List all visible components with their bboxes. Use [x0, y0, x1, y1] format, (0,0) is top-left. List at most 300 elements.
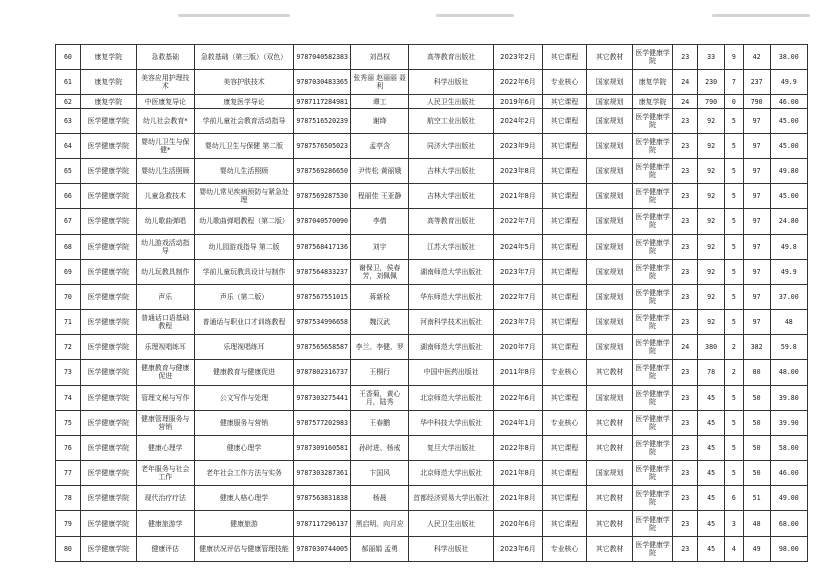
textbook-level-cell: 国家规划	[587, 184, 633, 209]
count-col1-cell: 23	[673, 108, 698, 133]
row-number-cell: 77	[56, 461, 81, 486]
author-cell: 张秀丽 赵丽丽 聂利	[351, 70, 409, 95]
isbn-cell: 9787567551015	[294, 284, 351, 309]
course-type-cell: 其它课程	[542, 209, 587, 234]
table-row	[56, 310, 808, 335]
college-cell: 医学健康学院	[80, 360, 136, 385]
price-cell: 58.00	[770, 435, 807, 460]
course-type-cell: 专业核心	[542, 536, 587, 561]
price-cell: 45.00	[770, 108, 807, 133]
row-number-cell: 63	[56, 108, 81, 133]
table-row	[56, 360, 808, 385]
publisher-cell: 复旦大学出版社	[409, 435, 494, 460]
count-col3-cell: 5	[725, 310, 744, 335]
count-col3-cell: 5	[725, 410, 744, 435]
price-cell: 37.00	[770, 284, 807, 309]
row-number-cell: 68	[56, 234, 81, 259]
publish-date-cell: 2023年2月	[494, 45, 543, 70]
publish-date-cell: 2021年8月	[494, 461, 543, 486]
author-cell: 王桐行	[351, 360, 409, 385]
price-cell: 24.80	[770, 209, 807, 234]
publisher-cell: 同济大学出版社	[409, 133, 494, 158]
isbn-cell: 9787576505023	[294, 133, 351, 158]
price-cell: 49.00	[770, 486, 807, 511]
publish-date-cell: 2023年7月	[494, 310, 543, 335]
row-number-cell: 74	[56, 385, 81, 410]
count-col1-cell: 23	[673, 310, 698, 335]
using-college-cell: 医学健康学院	[632, 385, 672, 410]
count-col2-cell: 45	[698, 410, 725, 435]
count-col3-cell: 5	[725, 159, 744, 184]
count-col4-cell: 97	[743, 108, 770, 133]
textbook-title-cell: 美容护肤技术	[194, 70, 293, 95]
table-row	[56, 209, 808, 234]
college-cell: 医学健康学院	[80, 310, 136, 335]
price-cell: 68.00	[770, 511, 807, 536]
course-name-cell: 幼儿歌曲弹唱	[136, 209, 194, 234]
course-name-cell: 幼儿社会教育*	[136, 108, 194, 133]
college-cell: 医学健康学院	[80, 133, 136, 158]
count-col1-cell: 23	[673, 259, 698, 284]
isbn-cell: 9787040582383	[294, 45, 351, 70]
using-college-cell: 医学健康学院	[632, 284, 672, 309]
textbook-title-cell: 婴幼儿卫生与保健 第二版	[194, 133, 293, 158]
count-col4-cell: 97	[743, 259, 770, 284]
isbn-cell: 9787040570090	[294, 209, 351, 234]
count-col1-cell: 23	[673, 209, 698, 234]
course-name-cell: 幼儿玩教具制作	[136, 259, 194, 284]
count-col4-cell: 97	[743, 133, 770, 158]
publish-date-cell: 2024年5月	[494, 234, 543, 259]
price-cell: 46.00	[770, 95, 807, 108]
textbook-title-cell: 健康旅游	[194, 511, 293, 536]
publish-date-cell: 2021年8月	[494, 184, 543, 209]
count-col1-cell: 23	[673, 410, 698, 435]
textbook-level-cell: 国家规划	[587, 70, 633, 95]
price-cell: 39.90	[770, 410, 807, 435]
course-type-cell: 其它课程	[542, 184, 587, 209]
table-row	[56, 70, 808, 95]
publisher-cell: 北京师范大学出版社	[409, 461, 494, 486]
count-col4-cell: 97	[743, 234, 770, 259]
count-col1-cell: 23	[673, 536, 698, 561]
count-col3-cell: 5	[725, 133, 744, 158]
table-row	[56, 284, 808, 309]
college-cell: 医学健康学院	[80, 259, 136, 284]
author-cell: 谭工	[351, 95, 409, 108]
course-name-cell: 健康教育与健康促进	[136, 360, 194, 385]
table-row	[56, 511, 808, 536]
textbook-level-cell: 其它教材	[587, 435, 633, 460]
count-col4-cell: 42	[743, 45, 770, 70]
college-cell: 医学健康学院	[80, 284, 136, 309]
publisher-cell: 江苏大学出版社	[409, 234, 494, 259]
textbook-level-cell: 国家规划	[587, 284, 633, 309]
isbn-cell: 9787534996658	[294, 310, 351, 335]
publish-date-cell: 2022年6月	[494, 385, 543, 410]
count-col3-cell: 5	[725, 234, 744, 259]
college-cell: 医学健康学院	[80, 209, 136, 234]
course-type-cell: 专业核心	[542, 70, 587, 95]
textbook-title-cell: 急救基础（第三版）（双色）	[194, 45, 293, 70]
table-row	[56, 486, 808, 511]
price-cell: 45.00	[770, 184, 807, 209]
count-col1-cell: 23	[673, 461, 698, 486]
count-col2-cell: 92	[698, 259, 725, 284]
college-cell: 医学健康学院	[80, 335, 136, 360]
textbook-title-cell: 婴幼儿常见疾病预防与紧急处理	[194, 184, 293, 209]
count-col2-cell: 380	[698, 335, 725, 360]
price-cell: 48.00	[770, 360, 807, 385]
textbook-title-cell: 幼儿园游戏指导 第二版	[194, 234, 293, 259]
price-cell: 39.80	[770, 385, 807, 410]
textbook-title-cell: 健康人格心理学	[194, 486, 293, 511]
isbn-cell: 9787577202983	[294, 410, 351, 435]
using-college-cell: 医学健康学院	[632, 335, 672, 360]
publisher-cell: 河南科学技术出版社	[409, 310, 494, 335]
textbook-level-cell: 国家规划	[587, 461, 633, 486]
row-number-cell: 62	[56, 95, 81, 108]
count-col1-cell: 24	[673, 95, 698, 108]
count-col3-cell: 7	[725, 70, 744, 95]
count-col1-cell: 23	[673, 133, 698, 158]
author-cell: 李兰、李健、罗	[351, 335, 409, 360]
count-col4-cell: 51	[743, 486, 770, 511]
isbn-cell: 9787565658587	[294, 335, 351, 360]
textbook-title-cell: 老年社会工作方法与实务	[194, 461, 293, 486]
row-number-cell: 80	[56, 536, 81, 561]
count-col1-cell: 23	[673, 511, 698, 536]
textbook-level-cell: 国家规划	[587, 259, 633, 284]
author-cell: 孟亭含	[351, 133, 409, 158]
count-col1-cell: 24	[673, 70, 698, 95]
row-number-cell: 70	[56, 284, 81, 309]
table-row	[56, 159, 808, 184]
count-col2-cell: 45	[698, 511, 725, 536]
count-col4-cell: 97	[743, 310, 770, 335]
course-type-cell: 其它课程	[542, 435, 587, 460]
course-type-cell: 其它课程	[542, 461, 587, 486]
table-row	[56, 133, 808, 158]
publish-date-cell: 2023年7月	[494, 259, 543, 284]
course-name-cell: 健康旅游学	[136, 511, 194, 536]
count-col2-cell: 45	[698, 385, 725, 410]
author-cell: 尹传松 黄丽娥	[351, 159, 409, 184]
table-row	[56, 45, 808, 70]
count-col3-cell: 5	[725, 259, 744, 284]
price-cell: 45.00	[770, 133, 807, 158]
course-type-cell: 其它课程	[542, 486, 587, 511]
publisher-cell: 人民卫生出版社	[409, 511, 494, 536]
using-college-cell: 医学健康学院	[632, 108, 672, 133]
count-col4-cell: 97	[743, 209, 770, 234]
count-col3-cell: 0	[725, 95, 744, 108]
course-name-cell: 美容应用护理技术	[136, 70, 194, 95]
table-row	[56, 335, 808, 360]
using-college-cell: 医学健康学院	[632, 133, 672, 158]
college-cell: 医学健康学院	[80, 536, 136, 561]
count-col2-cell: 45	[698, 435, 725, 460]
textbook-level-cell: 国家规划	[587, 108, 633, 133]
row-number-cell: 67	[56, 209, 81, 234]
row-number-cell: 76	[56, 435, 81, 460]
isbn-cell: 9787569287530	[294, 184, 351, 209]
publisher-cell: 高等教育出版社	[409, 45, 494, 70]
count-col3-cell: 4	[725, 536, 744, 561]
isbn-cell: 9787569286650	[294, 159, 351, 184]
publish-date-cell: 2023年6月	[494, 536, 543, 561]
course-type-cell: 专业核心	[542, 410, 587, 435]
count-col4-cell: 49	[743, 536, 770, 561]
textbook-level-cell: 国家规划	[587, 385, 633, 410]
course-type-cell: 其它课程	[542, 159, 587, 184]
publish-date-cell: 2022年6月	[494, 70, 543, 95]
price-cell: 49.80	[770, 159, 807, 184]
course-name-cell: 婴幼儿生活照顾	[136, 159, 194, 184]
price-cell: 59.8	[770, 335, 807, 360]
count-col1-cell: 23	[673, 284, 698, 309]
row-number-cell: 79	[56, 511, 81, 536]
author-cell: 刘昌权	[351, 45, 409, 70]
count-col4-cell: 48	[743, 511, 770, 536]
college-cell: 康复学院	[80, 70, 136, 95]
college-cell: 医学健康学院	[80, 435, 136, 460]
row-number-cell: 78	[56, 486, 81, 511]
author-cell: 李倩	[351, 209, 409, 234]
isbn-cell: 9787303287361	[294, 461, 351, 486]
college-cell: 医学健康学院	[80, 511, 136, 536]
count-col2-cell: 230	[698, 70, 725, 95]
count-col2-cell: 33	[698, 45, 725, 70]
publish-date-cell: 2020年6月	[494, 511, 543, 536]
course-name-cell: 幼儿游戏活动指导	[136, 234, 194, 259]
publisher-cell: 吉林大学出版社	[409, 159, 494, 184]
count-col1-cell: 23	[673, 360, 698, 385]
textbook-level-cell: 国家规划	[587, 234, 633, 259]
row-number-cell: 75	[56, 410, 81, 435]
author-cell: 黑启明、向月应	[351, 511, 409, 536]
count-col4-cell: 97	[743, 284, 770, 309]
course-name-cell: 管理文秘与写作	[136, 385, 194, 410]
count-col3-cell: 9	[725, 45, 744, 70]
scan-mark	[712, 14, 810, 17]
publisher-cell: 航空工业出版社	[409, 108, 494, 133]
textbook-level-cell: 其它教材	[587, 410, 633, 435]
using-college-cell: 医学健康学院	[632, 310, 672, 335]
textbook-level-cell: 其它教材	[587, 536, 633, 561]
count-col2-cell: 45	[698, 461, 725, 486]
isbn-cell: 9787568417136	[294, 234, 351, 259]
isbn-cell: 9787117284981	[294, 95, 351, 108]
isbn-cell: 9787563831838	[294, 486, 351, 511]
publisher-cell: 北京师范大学出版社	[409, 385, 494, 410]
price-cell: 49.9	[770, 70, 807, 95]
using-college-cell: 医学健康学院	[632, 209, 672, 234]
table-row	[56, 184, 808, 209]
textbook-title-cell: 婴幼儿生活照顾	[194, 159, 293, 184]
course-name-cell: 儿童急救技术	[136, 184, 194, 209]
textbook-level-cell: 其它教材	[587, 511, 633, 536]
publisher-cell: 高等教育出版社	[409, 209, 494, 234]
row-number-cell: 60	[56, 45, 81, 70]
isbn-cell: 9787117296137	[294, 511, 351, 536]
course-name-cell: 急救基础	[136, 45, 194, 70]
price-cell: 49.9	[770, 259, 807, 284]
table-row	[56, 259, 808, 284]
college-cell: 康复学院	[80, 95, 136, 108]
row-number-cell: 65	[56, 159, 81, 184]
using-college-cell: 医学健康学院	[632, 259, 672, 284]
price-cell: 48	[770, 310, 807, 335]
publish-date-cell: 2021年8月	[494, 486, 543, 511]
publisher-cell: 华中科技大学出版社	[409, 410, 494, 435]
count-col4-cell: 50	[743, 435, 770, 460]
using-college-cell: 医学健康学院	[632, 486, 672, 511]
count-col1-cell: 23	[673, 385, 698, 410]
publish-date-cell: 2023年8月	[494, 159, 543, 184]
count-col2-cell: 92	[698, 159, 725, 184]
author-cell: 卞国风	[351, 461, 409, 486]
author-cell: 王春鹏	[351, 410, 409, 435]
row-number-cell: 71	[56, 310, 81, 335]
textbook-title-cell: 学前儿童社会教育活动指导	[194, 108, 293, 133]
table-row	[56, 95, 808, 108]
using-college-cell: 康复学院	[632, 70, 672, 95]
count-col3-cell: 5	[725, 461, 744, 486]
count-col4-cell: 50	[743, 410, 770, 435]
publish-date-cell: 2019年6月	[494, 95, 543, 108]
count-col2-cell: 92	[698, 209, 725, 234]
textbook-level-cell: 国家规划	[587, 133, 633, 158]
textbook-title-cell: 公文写作与处理	[194, 385, 293, 410]
course-name-cell: 中医康复导论	[136, 95, 194, 108]
college-cell: 医学健康学院	[80, 486, 136, 511]
count-col3-cell: 5	[725, 184, 744, 209]
count-col2-cell: 92	[698, 108, 725, 133]
course-type-cell: 其它课程	[542, 95, 587, 108]
textbook-level-cell: 国家规划	[587, 159, 633, 184]
author-cell: 刘宇	[351, 234, 409, 259]
textbook-level-cell: 国家规划	[587, 95, 633, 108]
using-college-cell: 医学健康学院	[632, 45, 672, 70]
course-type-cell: 其它课程	[542, 385, 587, 410]
course-type-cell: 其它课程	[542, 45, 587, 70]
publisher-cell: 湖南师范大学出版社	[409, 259, 494, 284]
textbook-table	[55, 44, 808, 562]
count-col3-cell: 5	[725, 108, 744, 133]
college-cell: 医学健康学院	[80, 184, 136, 209]
course-type-cell: 其它课程	[542, 511, 587, 536]
using-college-cell: 医学健康学院	[632, 410, 672, 435]
publish-date-cell: 2022年7月	[494, 284, 543, 309]
count-col3-cell: 2	[725, 360, 744, 385]
textbook-title-cell: 康复医学导论	[194, 95, 293, 108]
isbn-cell: 9787564833237	[294, 259, 351, 284]
publish-date-cell: 2020年7月	[494, 335, 543, 360]
using-college-cell: 医学健康学院	[632, 435, 672, 460]
textbook-level-cell: 国家规划	[587, 209, 633, 234]
count-col3-cell: 3	[725, 511, 744, 536]
publish-date-cell: 2022年7月	[494, 209, 543, 234]
author-cell: 谢绛	[351, 108, 409, 133]
count-col2-cell: 92	[698, 133, 725, 158]
count-col4-cell: 97	[743, 159, 770, 184]
count-col4-cell: 382	[743, 335, 770, 360]
publisher-cell: 中国中医药出版社	[409, 360, 494, 385]
count-col3-cell: 5	[725, 284, 744, 309]
isbn-cell: 9787030483365	[294, 70, 351, 95]
count-col1-cell: 23	[673, 234, 698, 259]
textbook-level-cell: 其它教材	[587, 45, 633, 70]
textbook-title-cell: 健康服务与营销	[194, 410, 293, 435]
course-type-cell: 其它课程	[542, 310, 587, 335]
price-cell: 46.00	[770, 461, 807, 486]
using-college-cell: 医学健康学院	[632, 159, 672, 184]
price-cell: 98.00	[770, 536, 807, 561]
isbn-cell: 9787303275441	[294, 385, 351, 410]
count-col4-cell: 50	[743, 461, 770, 486]
table-row	[56, 385, 808, 410]
course-name-cell: 婴幼儿卫生与保健*	[136, 133, 194, 158]
row-number-cell: 72	[56, 335, 81, 360]
publisher-cell: 吉林大学出版社	[409, 184, 494, 209]
table-row	[56, 536, 808, 561]
count-col2-cell: 790	[698, 95, 725, 108]
isbn-cell: 9787516520239	[294, 108, 351, 133]
course-type-cell: 其它课程	[542, 108, 587, 133]
course-name-cell: 普通话口语基础教程	[136, 310, 194, 335]
count-col3-cell: 6	[725, 486, 744, 511]
publisher-cell: 科学出版社	[409, 70, 494, 95]
course-name-cell: 老年服务与社会工作	[136, 461, 194, 486]
college-cell: 医学健康学院	[80, 159, 136, 184]
using-college-cell: 医学健康学院	[632, 234, 672, 259]
course-type-cell: 专业核心	[542, 360, 587, 385]
row-number-cell: 61	[56, 70, 81, 95]
price-cell: 49.8	[770, 234, 807, 259]
count-col3-cell: 2	[725, 335, 744, 360]
isbn-cell: 9787802316737	[294, 360, 351, 385]
college-cell: 康复学院	[80, 45, 136, 70]
author-cell: 蒋新检	[351, 284, 409, 309]
count-col1-cell: 24	[673, 335, 698, 360]
publisher-cell: 湖南师范大学出版社	[409, 335, 494, 360]
publisher-cell: 科学出版社	[409, 536, 494, 561]
using-college-cell: 医学健康学院	[632, 511, 672, 536]
table-row	[56, 410, 808, 435]
textbook-title-cell: 声乐（第二版）	[194, 284, 293, 309]
college-cell: 医学健康学院	[80, 385, 136, 410]
isbn-cell: 9787309160581	[294, 435, 351, 460]
count-col4-cell: 237	[743, 70, 770, 95]
using-college-cell: 医学健康学院	[632, 360, 672, 385]
course-type-cell: 其它课程	[542, 284, 587, 309]
using-college-cell: 医学健康学院	[632, 184, 672, 209]
row-number-cell: 69	[56, 259, 81, 284]
table-row	[56, 435, 808, 460]
count-col4-cell: 790	[743, 95, 770, 108]
course-name-cell: 健康管理服务与营销	[136, 410, 194, 435]
count-col3-cell: 5	[725, 385, 744, 410]
table-row	[56, 108, 808, 133]
row-number-cell: 66	[56, 184, 81, 209]
textbook-title-cell: 普通话与职业口才训练教程	[194, 310, 293, 335]
count-col2-cell: 92	[698, 310, 725, 335]
using-college-cell: 医学健康学院	[632, 461, 672, 486]
author-cell: 王香菊，黄心月，陆秀	[351, 385, 409, 410]
textbook-level-cell: 其它教材	[587, 486, 633, 511]
count-col1-cell: 23	[673, 435, 698, 460]
